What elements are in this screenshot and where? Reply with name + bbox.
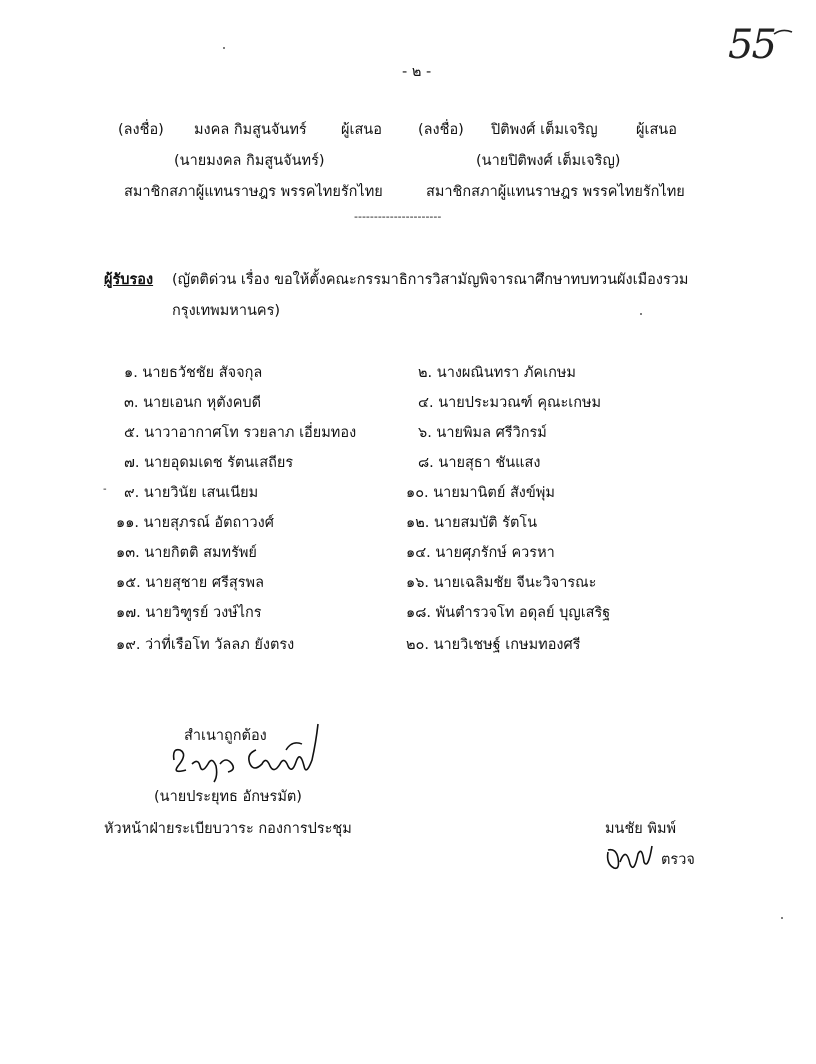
typist-label: มนชัย พิมพ์ [605,821,677,837]
endorser-item: ๑๖. นายเฉลิมชัย จีนะวิจารณะ [406,575,597,591]
speck [223,47,225,49]
endorser-item: ๔. นายประมวณฑ์ คุณะเกษม [418,395,602,411]
endorser-item: ๒. นางผณินทรา ภัคเกษม [418,365,576,381]
endorser-item: ๑๗. นายวิฑูรย์ วงษ์ไกร [116,605,262,621]
endorser-item: ๑๐. นายมานิตย์ สังข์พุ่ม [406,485,555,501]
checker-label: ตรวจ [661,852,695,868]
endorser-item: ๓. นายเอนก หุตังคบดี [124,395,262,411]
endorsers-subject-line1: (ญัตติด่วน เรื่อง ขอให้ตั้งคณะกรรมาธิการวิสามัญพิจารณาศึกษาทบทวนผังเมืองรวม [172,272,689,288]
signatory-fullname-2: (นายปิติพงศ์ เต็มเจริญ) [476,153,621,169]
endorser-item: ๙. นายวินัย เสนเนียม [124,485,259,501]
endorser-item: ๑๓. นายกิตติ สมทรัพย์ [116,545,257,561]
endorser-item: ๑๔. นายศุภรักษ์ ควรหา [406,545,555,561]
endorser-item: ๘. นายสุธา ชันแสง [418,455,541,471]
endorser-item: ๒๐. นายวิเชษฐ์ เกษมทองศรี [406,637,581,653]
endorser-item: ๑. นายธวัชชัย สัจจกุล [124,365,263,381]
signatory-name-2: ปิติพงศ์ เต็มเจริญ [491,122,598,138]
signatory-name-1: มงคล กิมสูนจันทร์ [194,122,307,138]
speck [640,313,642,315]
signatory-fullname-1: (นายมงคล กิมสูนจันทร์) [174,153,325,169]
certifier-position: หัวหน้าฝ่ายระเบียบวาระ กองการประชุม [104,821,352,837]
signatory-position-1: สมาชิกสภาผู้แทนราษฎร พรรคไทยรักไทย [124,184,383,200]
speck [781,917,783,919]
sign-label-2: (ลงชื่อ) [418,122,464,138]
endorser-item: ๑๒. นายสมบัติ รัตโน [406,515,538,531]
endorser-item: ๑๘. พันตำรวจโท อดุลย์ บุญเสริฐ [406,605,611,621]
endorser-item: ๑๕. นายสุชาย ศรีสุรพล [116,575,264,591]
handwritten-signature [166,720,331,786]
endorser-item: ๑๙. ว่าที่เรือโท วัลลภ ยังตรง [116,637,295,653]
signatory-role-2: ผู้เสนอ [636,122,677,138]
page-number: - ๒ - [402,64,432,80]
endorsers-subject-line2: กรุงเทพมหานคร) [172,303,281,319]
sign-label-1: (ลงชื่อ) [118,122,164,138]
signatory-role-1: ผู้เสนอ [341,122,382,138]
handwritten-page-number: 55 [728,22,775,68]
endorser-item: ๕. นาวาอากาศโท รวยลาภ เอี่ยมทอง [124,425,357,441]
page-mark-stroke [772,28,794,38]
certified-copy-label: สำเนาถูกต้อง [184,728,267,744]
checker-initials [604,840,656,874]
stray-dash: - [103,484,107,495]
certifier-name: (นายประยุทธ อักษรมัต) [154,789,302,805]
separator-line: ---------------------- [354,210,442,223]
endorser-item: ๖. นายพิมล ศรีวิกรม์ [418,425,547,441]
endorser-item: ๑๑. นายสุภรณ์ อัตถาวงศ์ [116,515,274,531]
signatory-position-2: สมาชิกสภาผู้แทนราษฎร พรรคไทยรักไทย [426,184,685,200]
endorser-item: ๗. นายอุดมเดช รัตนเสถียร [124,455,294,471]
endorsers-heading: ผู้รับรอง [104,272,154,288]
